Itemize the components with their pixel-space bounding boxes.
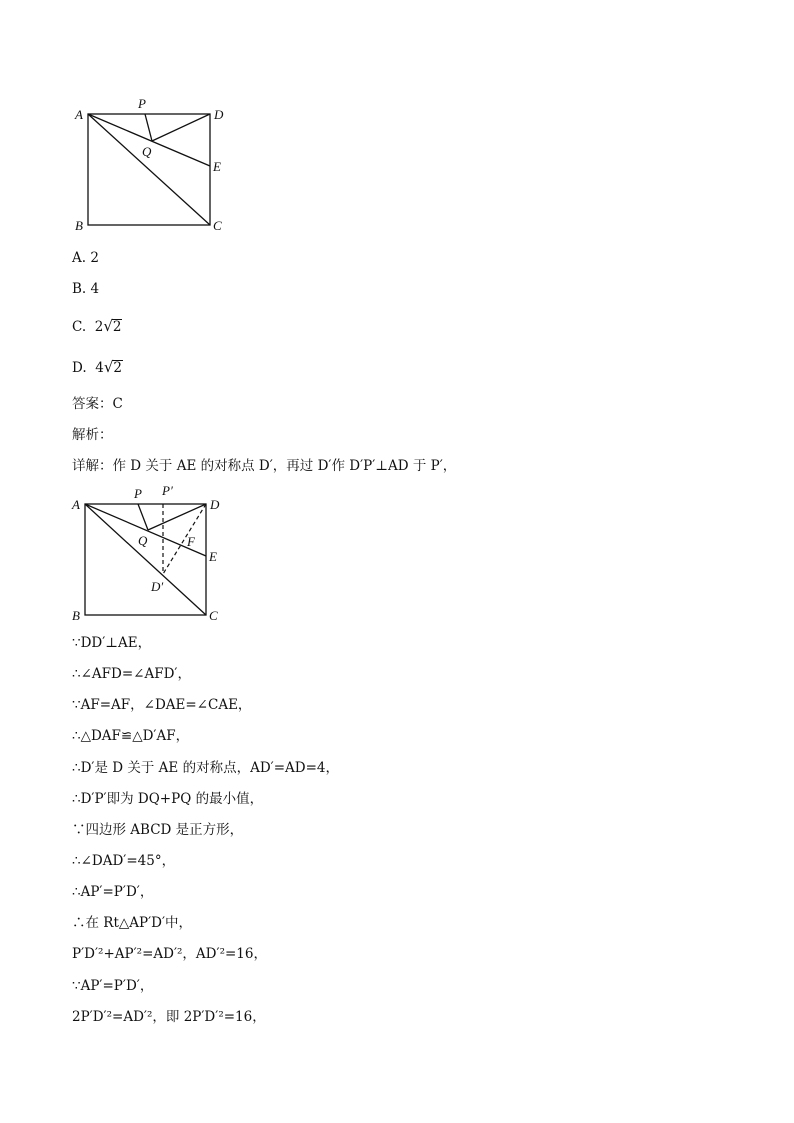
segment-pq — [145, 114, 152, 141]
step-line: ∴AP′=P′D′， — [72, 884, 154, 900]
option-c — [72, 317, 122, 336]
label-b: B — [72, 608, 80, 623]
step-line: ∴△DAF≌△D′AF， — [72, 728, 190, 744]
answer-line: 答案：C — [72, 396, 123, 412]
label-d-prime: D′ — [151, 579, 164, 594]
step-line: ∵AP′=P′D′， — [72, 978, 154, 994]
label-b: B — [75, 218, 83, 233]
label-d: D — [214, 107, 224, 122]
segment-qd — [152, 114, 210, 141]
label-c: C — [213, 218, 222, 233]
label-e: E — [213, 159, 221, 174]
segment-pq — [138, 504, 148, 530]
radical-sign-icon: √ — [103, 317, 113, 335]
step-line: P′D′²+AP′²=AD′²，AD′²=16， — [72, 946, 267, 962]
detail-line: 详解：作 D 关于 AE 的对称点 D′，再过 D′作 D′P′⊥AD 于 P′， — [72, 458, 457, 474]
step-line: ∵AF=AF，∠DAE=∠CAE， — [72, 697, 252, 713]
analysis-label: 解析： — [72, 427, 113, 443]
label-p-prime: P′ — [162, 484, 173, 498]
step-line: ∵DD′⊥AE， — [72, 635, 152, 651]
label-p: P — [138, 96, 146, 111]
label-f: F — [187, 534, 195, 549]
option-b: B. 4 — [72, 281, 100, 297]
step-line: ∴在 Rt△AP′D′中， — [72, 915, 193, 931]
label-d: D — [210, 497, 220, 512]
step-line: ∴∠AFD=∠AFD′， — [72, 666, 191, 682]
step-line: 2P′D′²=AD′²，即 2P′D′²=16， — [72, 1009, 266, 1025]
step-line: ∴D′P′即为 DQ+PQ 的最小值， — [72, 791, 264, 807]
figure-square-1 — [72, 94, 232, 239]
step-line: ∴∠DAD′=45°， — [72, 853, 176, 869]
label-a: A — [75, 107, 83, 122]
step-line: ∴D′是 D 关于 AE 的对称点，AD′=AD=4， — [72, 760, 339, 776]
option-c-prefix: C. — [72, 319, 87, 335]
figure-square-2 — [68, 484, 233, 629]
label-p: P — [134, 486, 142, 501]
step-line: ∵四边形 ABCD 是正方形， — [72, 822, 244, 838]
option-d-radicand: 2 — [113, 360, 122, 376]
diagonal-ac — [85, 504, 206, 615]
option-d-prefix: D. — [72, 360, 87, 376]
option-c-radicand: 2 — [112, 319, 122, 335]
option-c-coef: 2 — [94, 319, 104, 335]
segment-d-d-prime — [163, 504, 206, 574]
radical-sign-icon: √ — [103, 358, 114, 376]
option-d — [72, 358, 123, 377]
option-d-coef: 4 — [95, 360, 104, 376]
label-q: Q — [138, 533, 148, 548]
label-c: C — [209, 608, 218, 623]
label-q: Q — [142, 144, 152, 159]
label-a: A — [72, 497, 80, 512]
option-a: A. 2 — [72, 250, 99, 266]
label-e: E — [209, 549, 217, 564]
segment-qd — [148, 504, 206, 530]
